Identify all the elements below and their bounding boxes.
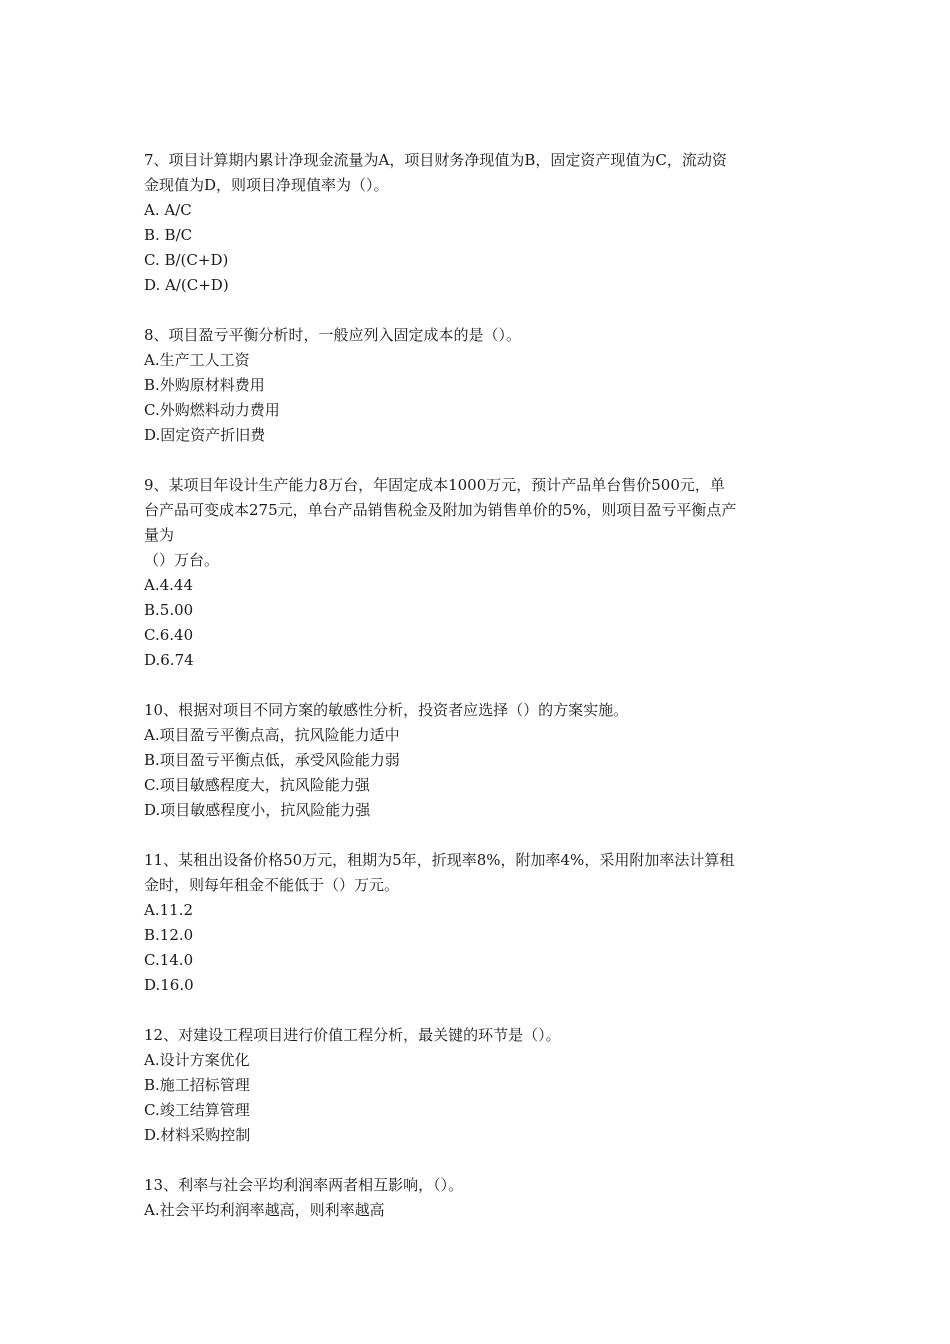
option-d: D.6.74 [144, 651, 194, 669]
option-b: B.外购原材料费用 [144, 376, 265, 394]
option-b: B.施工招标管理 [144, 1076, 250, 1094]
option-a: A.生产工人工资 [144, 351, 250, 369]
question-10 [144, 698, 814, 823]
option-b: B.12.0 [144, 926, 194, 944]
question-text: （）万台。 [144, 551, 220, 569]
question-text: 7、项目计算期内累计净现金流量为A，项目财务净现值为B，固定资产现值为C，流动资 [144, 151, 727, 169]
option-c: C.6.40 [144, 626, 194, 644]
question-8 [144, 323, 814, 448]
option-c: C. B/(C+D) [144, 251, 229, 269]
question-text: 台产品可变成本275元，单台产品销售税金及附加为销售单价的5%，则项目盈亏平衡点产 [144, 501, 737, 519]
option-a: A.社会平均利润率越高，则利率越高 [144, 1201, 385, 1219]
option-a: A.设计方案优化 [144, 1051, 250, 1069]
question-text: 10、根据对项目不同方案的敏感性分析，投资者应选择（）的方案实施。 [144, 701, 629, 719]
option-c: C.外购燃料动力费用 [144, 401, 280, 419]
document-page [144, 148, 814, 1248]
option-b: B.项目盈亏平衡点低，承受风险能力弱 [144, 751, 400, 769]
option-b: B. B/C [144, 226, 193, 244]
question-text: 量为 [144, 526, 175, 544]
question-9 [144, 473, 814, 673]
question-12 [144, 1023, 814, 1148]
option-c: C.项目敏感程度大，抗风险能力强 [144, 776, 370, 794]
question-7 [144, 148, 814, 298]
option-c: C.竣工结算管理 [144, 1101, 250, 1119]
option-d: D.固定资产折旧费 [144, 426, 266, 444]
option-a: A. A/C [144, 201, 192, 219]
question-11 [144, 848, 814, 998]
option-a: A.项目盈亏平衡点高，抗风险能力适中 [144, 726, 400, 744]
option-c: C.14.0 [144, 951, 194, 969]
question-text: 8、项目盈亏平衡分析时，一般应列入固定成本的是（）。 [144, 326, 522, 344]
option-d: D. A/(C+D) [144, 276, 229, 294]
option-d: D.16.0 [144, 976, 194, 994]
question-text: 12、对建设工程项目进行价值工程分析，最关键的环节是（）。 [144, 1026, 561, 1044]
option-a: A.4.44 [144, 576, 193, 594]
option-a: A.11.2 [144, 901, 193, 919]
question-text: 9、某项目年设计生产能力8万台，年固定成本1000万元，预计产品单台售价500元，单 [144, 476, 725, 494]
question-13 [144, 1173, 814, 1223]
question-text: 11、某租出设备价格50万元，租期为5年，折现率8%，附加率4%，采用附加率法计算租 [144, 851, 735, 869]
question-text: 13、利率与社会平均利润率两者相互影响，（）。 [144, 1176, 464, 1194]
option-d: D.项目敏感程度小，抗风险能力强 [144, 801, 371, 819]
question-text: 金现值为D，则项目净现值率为（）。 [144, 176, 389, 194]
option-b: B.5.00 [144, 601, 194, 619]
question-text: 金时，则每年租金不能低于（）万元。 [144, 876, 400, 894]
option-d: D.材料采购控制 [144, 1126, 251, 1144]
